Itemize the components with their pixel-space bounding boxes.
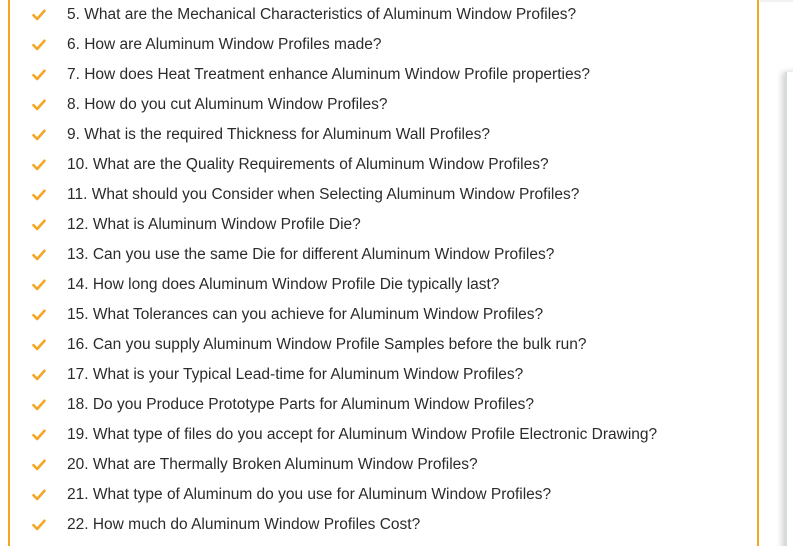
toc-item[interactable] <box>10 510 420 540</box>
check-icon <box>32 128 46 142</box>
check-icon <box>32 518 46 532</box>
check-icon <box>32 188 46 202</box>
toc-item[interactable] <box>10 360 523 390</box>
check-icon <box>32 68 46 82</box>
toc-item[interactable] <box>10 180 579 210</box>
check-icon <box>32 398 46 412</box>
check-icon <box>32 338 46 352</box>
toc-link[interactable]: 16. Can you supply Aluminum Window Profile Samples before the bulk run? <box>67 336 587 353</box>
toc-item[interactable] <box>10 0 576 30</box>
toc-link[interactable]: 19. What type of files do you accept for Aluminum Window Profile Electronic Drawing? <box>67 426 658 443</box>
toc-item[interactable] <box>10 390 534 420</box>
check-icon <box>32 458 46 472</box>
toc-link[interactable]: 9. What is the required Thickness for Aluminum Wall Profiles? <box>67 126 490 143</box>
toc-item[interactable] <box>10 210 361 240</box>
toc-link[interactable]: 14. How long does Aluminum Window Profile Die typically last? <box>67 276 500 293</box>
toc-item[interactable] <box>10 90 387 120</box>
toc-item[interactable] <box>10 120 490 150</box>
toc-item[interactable] <box>10 300 543 330</box>
check-icon <box>32 8 46 22</box>
toc-link[interactable]: 15. What Tolerances can you achieve for Aluminum Window Profiles? <box>67 306 544 323</box>
check-icon <box>32 98 46 112</box>
toc-link[interactable]: 20. What are Thermally Broken Aluminum Window Profiles? <box>67 456 478 473</box>
toc-link[interactable]: 21. What type of Aluminum do you use for Aluminum Window Profiles? <box>67 486 552 503</box>
side-panel <box>785 72 793 546</box>
toc-link[interactable]: 22. How much do Aluminum Window Profiles Cost? <box>67 516 421 533</box>
toc-item[interactable] <box>10 30 381 60</box>
toc-link[interactable]: 18. Do you Produce Prototype Parts for Aluminum Window Profiles? <box>67 396 534 413</box>
toc-item[interactable] <box>10 270 499 300</box>
check-icon <box>32 158 46 172</box>
toc-link[interactable]: 10. What are the Quality Requirements of Aluminum Window Profiles? <box>67 156 549 173</box>
toc-item[interactable] <box>10 330 587 360</box>
check-icon <box>32 368 46 382</box>
toc-link[interactable]: 7. How does Heat Treatment enhance Aluminum Window Profile properties? <box>67 66 590 83</box>
toc-item[interactable] <box>10 480 551 510</box>
toc-link[interactable]: 13. Can you use the same Die for different Aluminum Window Profiles? <box>67 246 555 263</box>
check-icon <box>32 218 46 232</box>
toc-link[interactable]: 8. How do you cut Aluminum Window Profiles? <box>67 96 388 113</box>
toc-link[interactable]: 6. How are Aluminum Window Profiles made? <box>67 36 382 53</box>
toc-link[interactable]: 11. What should you Consider when Selecting Aluminum Window Profiles? <box>67 186 580 203</box>
toc-item[interactable] <box>10 450 478 480</box>
toc-item[interactable] <box>10 240 554 270</box>
toc-item[interactable] <box>10 150 549 180</box>
table-of-contents <box>8 0 759 546</box>
toc-link[interactable]: 12. What is Aluminum Window Profile Die? <box>67 216 361 233</box>
check-icon <box>32 278 46 292</box>
check-icon <box>32 308 46 322</box>
check-icon <box>32 488 46 502</box>
toc-item[interactable] <box>10 60 590 90</box>
check-icon <box>32 428 46 442</box>
check-icon <box>32 38 46 52</box>
toc-link[interactable]: 5. What are the Mechanical Characteristics of Aluminum Window Profiles? <box>67 6 577 23</box>
toc-item[interactable] <box>10 420 657 450</box>
toc-link[interactable]: 17. What is your Typical Lead-time for Aluminum Window Profiles? <box>67 366 524 383</box>
divider <box>760 0 793 2</box>
check-icon <box>32 248 46 262</box>
